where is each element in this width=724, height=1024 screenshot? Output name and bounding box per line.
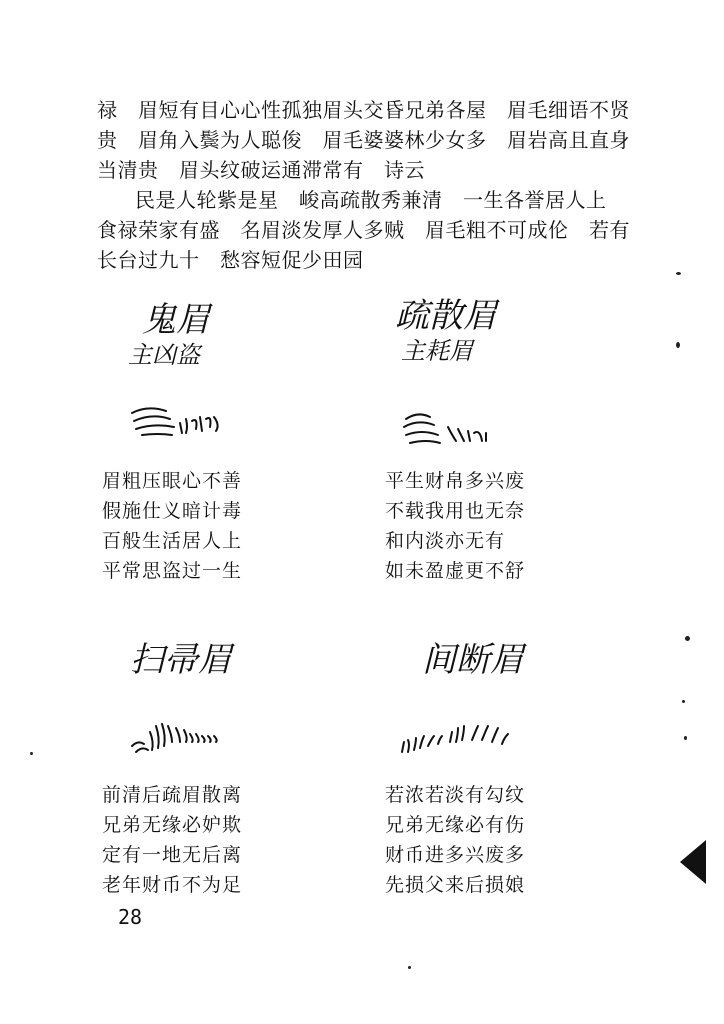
poem-line: 先损父来后损娘	[385, 874, 526, 896]
ghost-brow-poem	[102, 466, 242, 586]
poem-line: 不载我用也无奈	[385, 500, 526, 522]
section-title: 扫帚眉	[130, 640, 232, 680]
section-subtitle: 主凶盗	[128, 341, 200, 369]
scan-speck	[682, 700, 685, 703]
section-broom-brow-header	[130, 640, 232, 680]
section-title: 疏散眉	[395, 296, 497, 336]
poem-line: 平常思盗过一生	[102, 560, 243, 582]
intro-line-indented	[97, 185, 657, 215]
scan-speck	[676, 272, 681, 275]
scan-speck	[30, 752, 33, 755]
poem-line: 平生财帛多兴废	[385, 470, 526, 492]
poem-line: 兄弟无缘必有伤	[385, 814, 526, 836]
poem-line: 老年财币不为足	[102, 874, 243, 896]
page-number: 28	[118, 905, 143, 929]
intro-line: 长台过九十 愁容短促少田园	[97, 248, 364, 272]
ghost-brow-sketch-icon	[128, 395, 238, 445]
poem-line: 假施仕义暗计毒	[102, 500, 243, 522]
intro-line: 食禄荣家有盛 名眉淡发厚人多贼 眉毛粗不可成伦 若有	[97, 218, 630, 242]
page-turn-arrow-icon	[680, 840, 706, 884]
intro-line: 禄 眉短有目心心性孤独眉头交昏兄弟各屋 眉毛细语不贤	[97, 98, 630, 122]
sparse-brow-poem	[385, 466, 525, 586]
sparse-brow-sketch-icon	[400, 405, 510, 455]
poem-line: 兄弟无缘必妒欺	[102, 814, 243, 836]
scan-speck	[685, 636, 690, 641]
poem-line: 如未盈虚更不舒	[385, 560, 526, 582]
scan-speck	[676, 342, 680, 348]
poem-line: 和内淡亦无有	[385, 530, 506, 552]
broken-brow-sketch-icon	[398, 712, 518, 760]
poem-line: 前清后疏眉散离	[102, 784, 243, 806]
poem-line: 财币进多兴废多	[385, 844, 526, 866]
section-ghost-brow-header	[128, 300, 210, 370]
section-broken-brow-header	[422, 640, 524, 680]
intro-line: 贵 眉角入鬓为人聪俊 眉毛婆婆林少女多 眉岩高且直身	[97, 128, 630, 152]
poem-line: 眉粗压眼心不善	[102, 470, 243, 492]
poem-line: 若浓若淡有勾纹	[385, 784, 526, 806]
intro-line: 当清贵 眉头纹破运通滞常有 诗云	[97, 158, 425, 182]
section-title: 间断眉	[422, 640, 524, 680]
intro-line-text: 民是人轮紫是星 峻高疏散秀兼清 一生各誉居人上	[135, 188, 607, 212]
intro-text-block	[97, 95, 657, 275]
broom-brow-sketch-icon	[128, 712, 238, 757]
section-sparse-brow-header	[395, 296, 497, 366]
poem-line: 定有一地无后离	[102, 844, 243, 866]
section-title: 鬼眉	[142, 300, 210, 340]
section-subtitle: 主耗眉	[401, 337, 473, 365]
broken-brow-poem	[385, 780, 525, 900]
scan-speck	[684, 736, 687, 740]
poem-line: 百般生活居人上	[102, 530, 243, 552]
broom-brow-poem	[102, 780, 242, 900]
scan-speck	[408, 966, 411, 969]
